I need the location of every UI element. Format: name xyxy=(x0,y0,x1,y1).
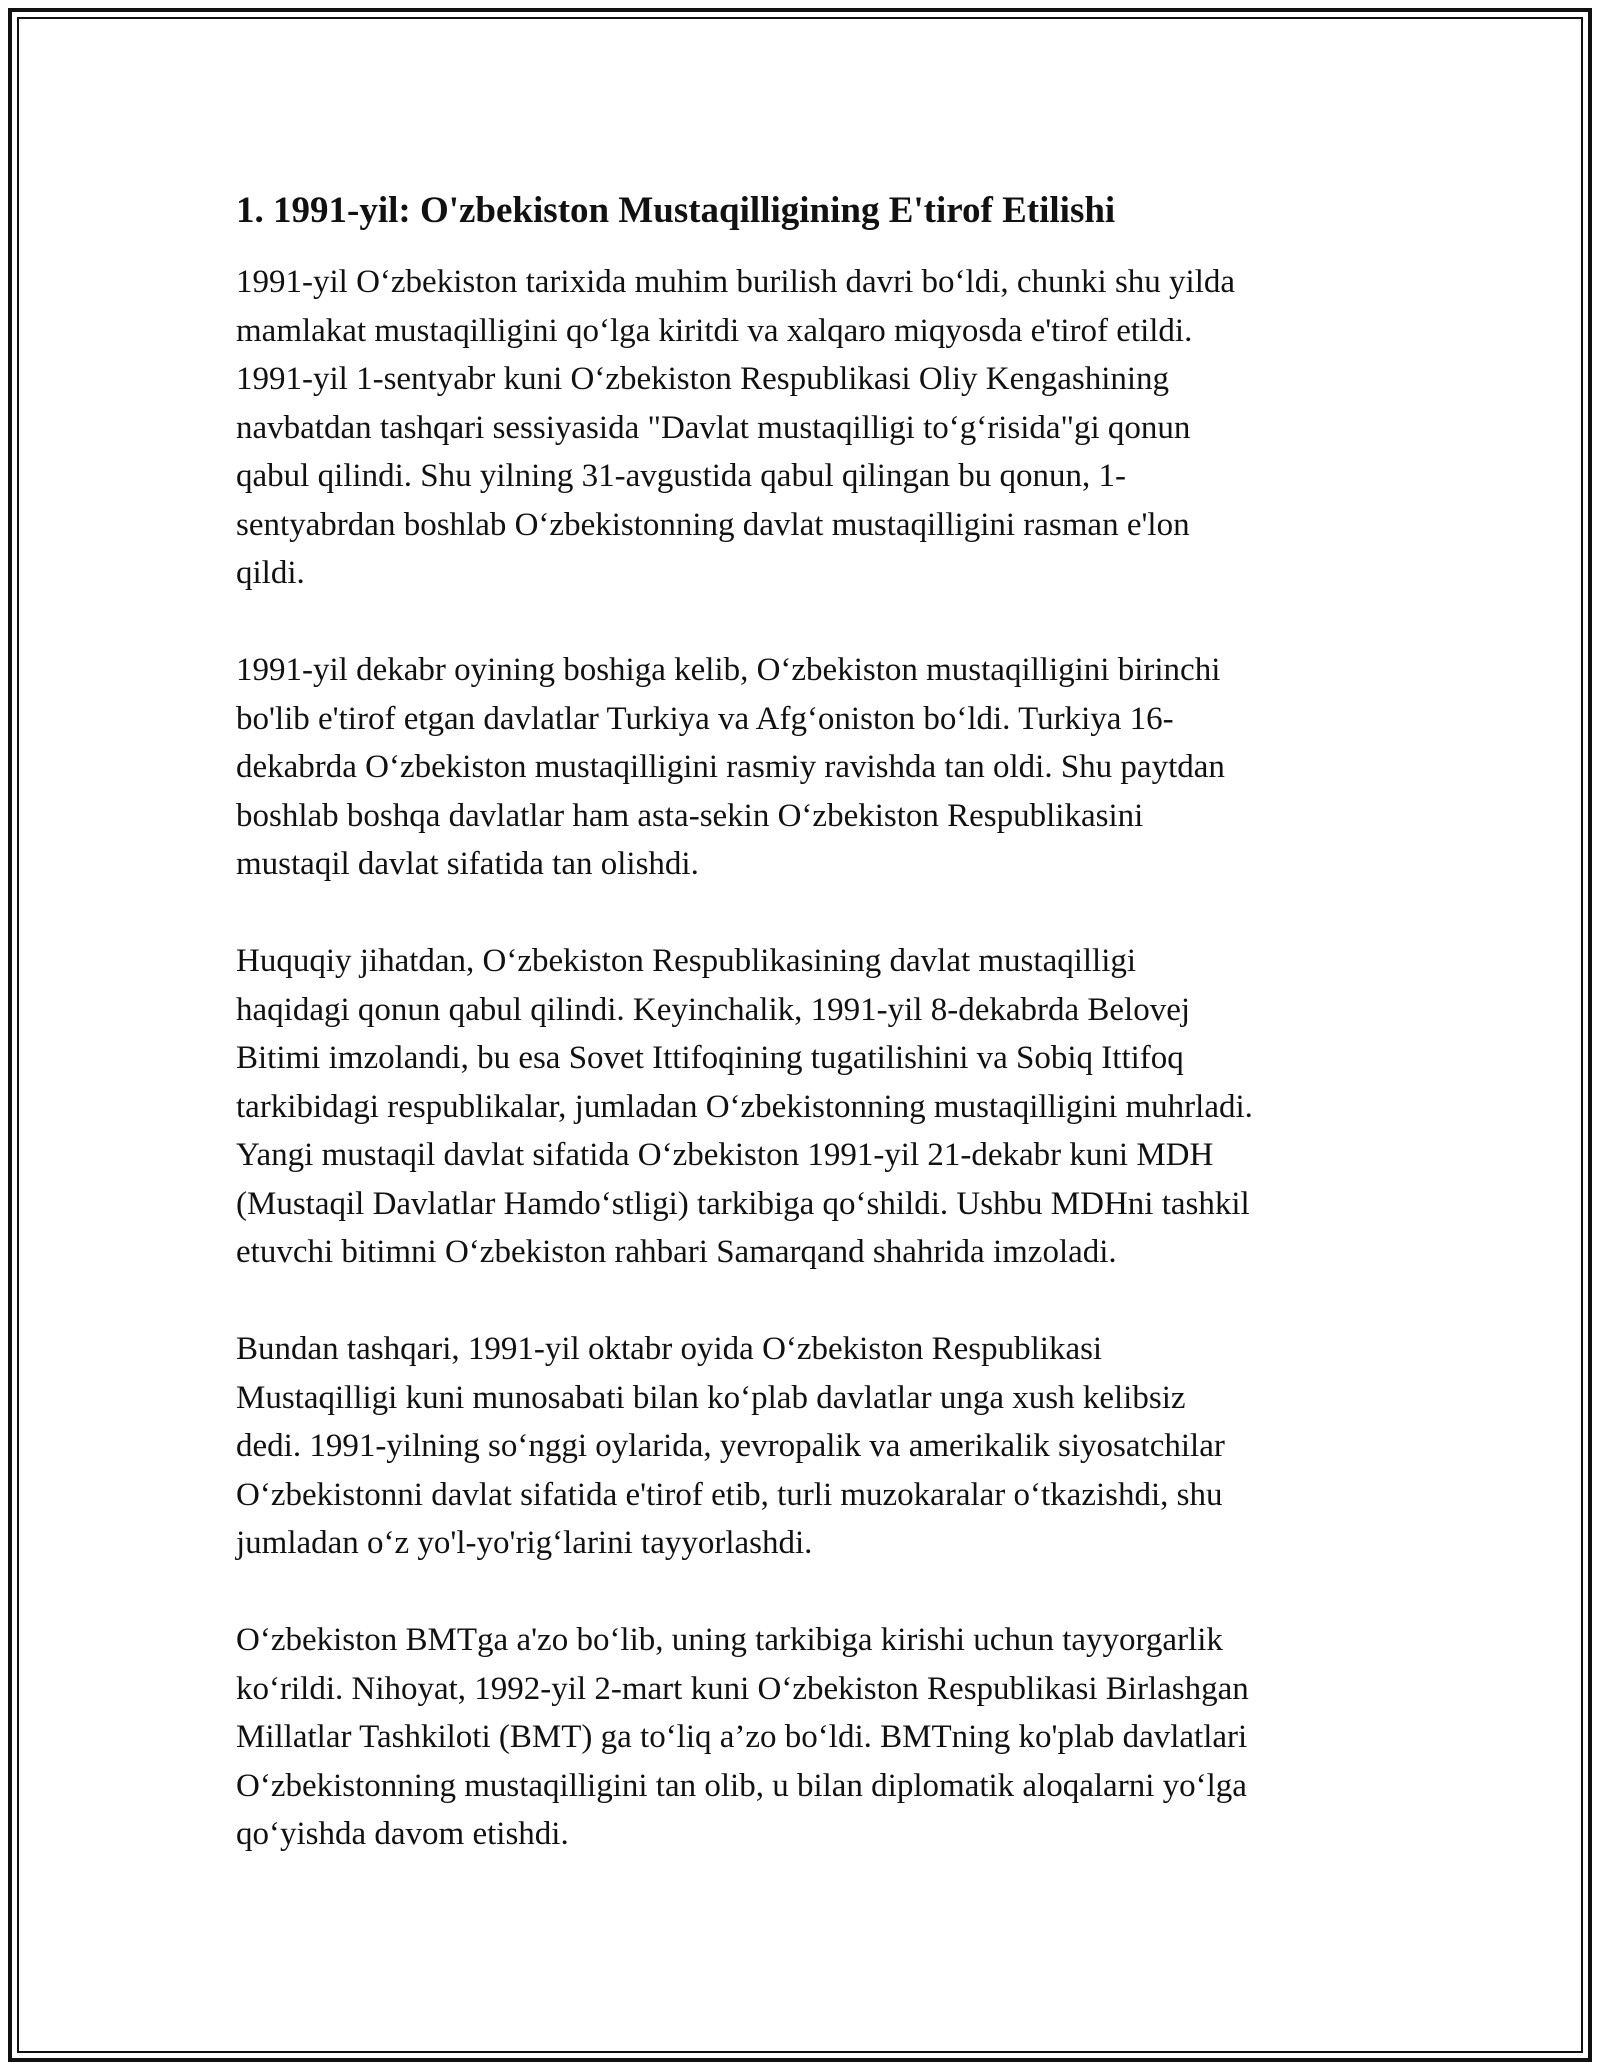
paragraph-line: qildi. xyxy=(236,555,305,591)
paragraph-line: boshlab boshqa davlatlar ham asta-sekin O‘zbekiston Respublikasini xyxy=(236,797,1144,834)
paragraph xyxy=(236,1616,1376,1859)
paragraph-line: 1991-yil O‘zbekiston tarixida muhim burilish davri bo‘ldi, chunki shu yilda xyxy=(236,264,1236,300)
paragraph-line: navbatdan tashqari sessiyasida "Davlat mustaqilligi to‘g‘risida"gi qonun xyxy=(236,409,1191,446)
paragraph-line: etuvchi bitimni O‘zbekiston rahbari Samarqand shahrida imzoladi. xyxy=(236,1234,1117,1270)
paragraph-line: qabul qilindi. Shu yilning 31-avgustida qabul qilingan bu qonun, 1- xyxy=(236,458,1127,494)
paragraph xyxy=(236,258,1376,598)
paragraph-line: qo‘yishda davom etishdi. xyxy=(236,1816,569,1852)
paragraph xyxy=(236,937,1376,1277)
paragraph-line: 1991-yil 1-sentyabr kuni O‘zbekiston Respublikasi Oliy Kengashining xyxy=(236,361,1170,397)
paragraph-line: ko‘rildi. Nihoyat, 1992-yil 2-mart kuni O‘zbekiston Respublikasi Birlashgan xyxy=(236,1670,1249,1707)
paragraph-line: bo'lib e'tirof etgan davlatlar Turkiya va Afg‘oniston bo‘ldi. Turkiya 16- xyxy=(236,700,1174,737)
paragraph-line: Huquqiy jihatdan, O‘zbekiston Respublikasining davlat mustaqilligi xyxy=(236,943,1137,979)
paragraph-line: tarkibidagi respublikalar, jumladan O‘zbekistonning mustaqilligini muhrladi. xyxy=(236,1088,1253,1125)
paragraph xyxy=(236,646,1376,889)
paragraph-line: haqidagi qonun qabul qilindi. Keyinchalik, 1991-yil 8-dekabrda Belovej xyxy=(236,991,1191,1028)
document-body xyxy=(236,186,1376,1907)
paragraph-line: jumladan o‘z yo'l-yo'rig‘larini tayyorlashdi. xyxy=(236,1525,813,1561)
paragraph-line: (Mustaqil Davlatlar Hamdo‘stligi) tarkibiga qo‘shildi. Ushbu MDHni tashkil xyxy=(236,1185,1250,1222)
paragraph-line: dekabrda O‘zbekiston mustaqilligini rasmiy ravishda tan oldi. Shu paytdan xyxy=(236,749,1225,785)
paragraph-line: O‘zbekiston BMTga a'zo bo‘lib, uning tarkibiga kirishi uchun tayyorgarlik xyxy=(236,1622,1223,1658)
paragraph-line: dedi. 1991-yilning so‘nggi oylarida, yevropalik va amerikalik siyosatchilar xyxy=(236,1428,1225,1464)
paragraph-line: sentyabrdan boshlab O‘zbekistonning davlat mustaqilligini rasman e'lon xyxy=(236,506,1190,543)
paragraph-list xyxy=(236,258,1376,1859)
paragraph-line: mustaqil davlat sifatida tan olishdi. xyxy=(236,846,699,882)
paragraph-line: 1991-yil dekabr oyining boshiga kelib, O‘zbekiston mustaqilligini birinchi xyxy=(236,652,1221,688)
paragraph-line: mamlakat mustaqilligini qo‘lga kiritdi va xalqaro miqyosda e'tirof etildi. xyxy=(236,312,1193,349)
paragraph-line: Millatlar Tashkiloti (BMT) ga to‘liq a’zo bo‘ldi. BMTning ko'plab davlatlari xyxy=(236,1719,1248,1755)
paragraph-line: O‘zbekistonning mustaqilligini tan olib, u bilan diplomatik aloqalarni yo‘lga xyxy=(236,1767,1247,1804)
section-title: 1. 1991-yil: O'zbekiston Mustaqilligining E'tirof Etilishi xyxy=(236,190,1116,231)
paragraph xyxy=(236,1325,1376,1568)
paragraph-line: Mustaqilligi kuni munosabati bilan ko‘plab davlatlar unga xush kelibsiz xyxy=(236,1379,1186,1416)
paragraph-line: O‘zbekistonni davlat sifatida e'tirof etib, turli muzokaralar o‘tkazishdi, shu xyxy=(236,1476,1223,1513)
paragraph-line: Yangi mustaqil davlat sifatida O‘zbekiston 1991-yil 21-dekabr kuni MDH xyxy=(236,1137,1214,1173)
paragraph-line: Bitimi imzolandi, bu esa Sovet Ittifoqining tugatilishini va Sobiq Ittifoq xyxy=(236,1040,1184,1076)
paragraph-line: Bundan tashqari, 1991-yil oktabr oyida O‘zbekiston Respublikasi xyxy=(236,1331,1103,1367)
